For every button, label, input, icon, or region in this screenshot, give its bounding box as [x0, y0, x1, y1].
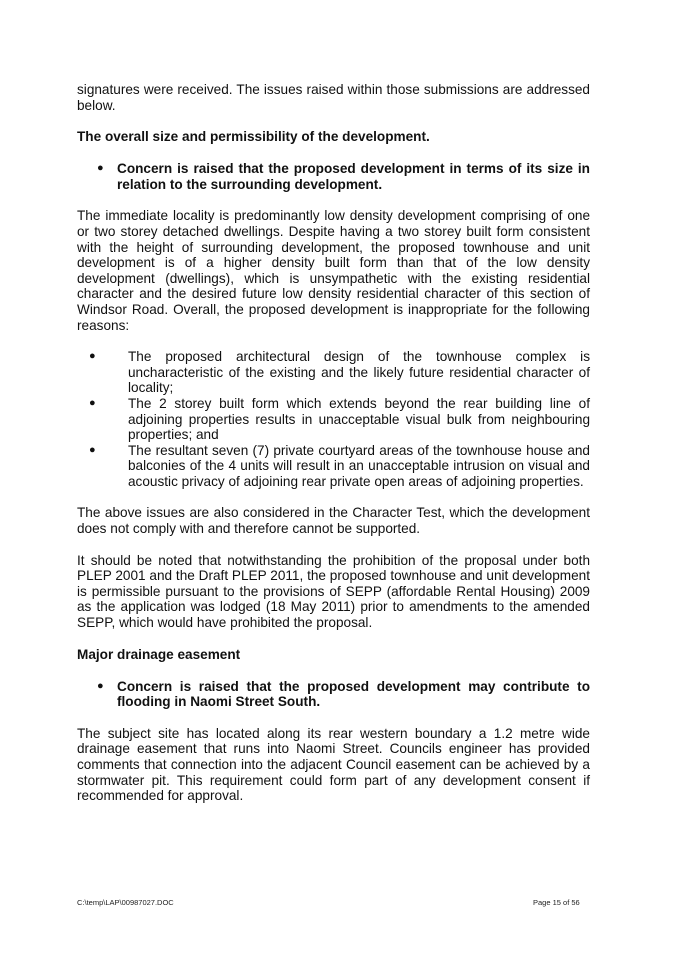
- concern-flooding: [77, 679, 590, 710]
- bullet-icon: ●: [97, 162, 104, 175]
- bullet-icon: ●: [89, 396, 96, 409]
- sepp-paragraph: It should be noted that notwithstanding the prohibition of the proposal under both PLEP 2001 and the Draft PLEP 2011, the proposed townhouse and unit development is permissible pursuant to the provisions of SEPP (affordable Rental Housing) 2009 as the application was lodged (18 May 2011) prior to amendments to the amended SEPP, which would have prohibited the proposal.: [77, 552, 590, 631]
- intro-paragraph: signatures were received. The issues raised within those submissions are addressed below.: [77, 82, 590, 113]
- easement-paragraph: The subject site has located along its rear western boundary a 1.2 metre wide drainage easement that runs into Naomi Street. Councils engineer has provided comments that connection into the adjacent Council easement can be achieved by a stormwater pit. This requirement could form part of any development consent if recommended for approval.: [77, 725, 590, 804]
- footer-file-path: C:\temp\LAP\00987027.DOC: [77, 898, 174, 907]
- reasons-list: [77, 349, 590, 489]
- concern-size: [77, 161, 590, 192]
- section-heading-size: The overall size and permissibility of the development.: [77, 129, 430, 145]
- character-test-paragraph: The above issues are also considered in the Character Test, which the development does not comply with and therefore cannot be supported.: [77, 505, 590, 537]
- locality-paragraph: The immediate locality is predominantly low density development comprising of one or two storey detached dwellings. Despite having a two storey built form consistent with the height of surrounding development, the proposed townhouse and unit development is of a higher density built form than that of the low density development (dwellings), which is unsympathetic with the existing residential character and the desired future low density residential character of this section of Windsor Road. Overall, the proposed development is inappropriate for the following reasons:: [77, 208, 590, 333]
- bullet-icon: ●: [97, 679, 104, 692]
- list-item: ● The resultant seven (7) private courtyard areas of the townhouse house and balconies of the 4 units will result in an unacceptable intrusion on visual and acoustic privacy of adjoining rear private open areas of adjoining properties.: [89, 442, 590, 489]
- document-body: [77, 82, 590, 804]
- bullet-icon: ●: [89, 350, 96, 363]
- bullet-icon: ●: [89, 443, 96, 456]
- concern-size-text: Concern is raised that the proposed development in terms of its size in relation to the surrounding development.: [117, 161, 590, 192]
- list-item: ● The proposed architectural design of the townhouse complex is uncharacteristic of the existing and the likely future residential character of locality;: [89, 349, 590, 396]
- list-item: ● The 2 storey built form which extends beyond the rear building line of adjoining properties results in unacceptable visual bulk from neighbouring properties; and: [89, 395, 590, 443]
- footer-page-number: Page 15 of 56: [533, 898, 580, 907]
- concern-flooding-text: Concern is raised that the proposed development may contribute to flooding in Naomi Street South.: [117, 678, 590, 710]
- section-heading-drainage: Major drainage easement: [77, 646, 241, 662]
